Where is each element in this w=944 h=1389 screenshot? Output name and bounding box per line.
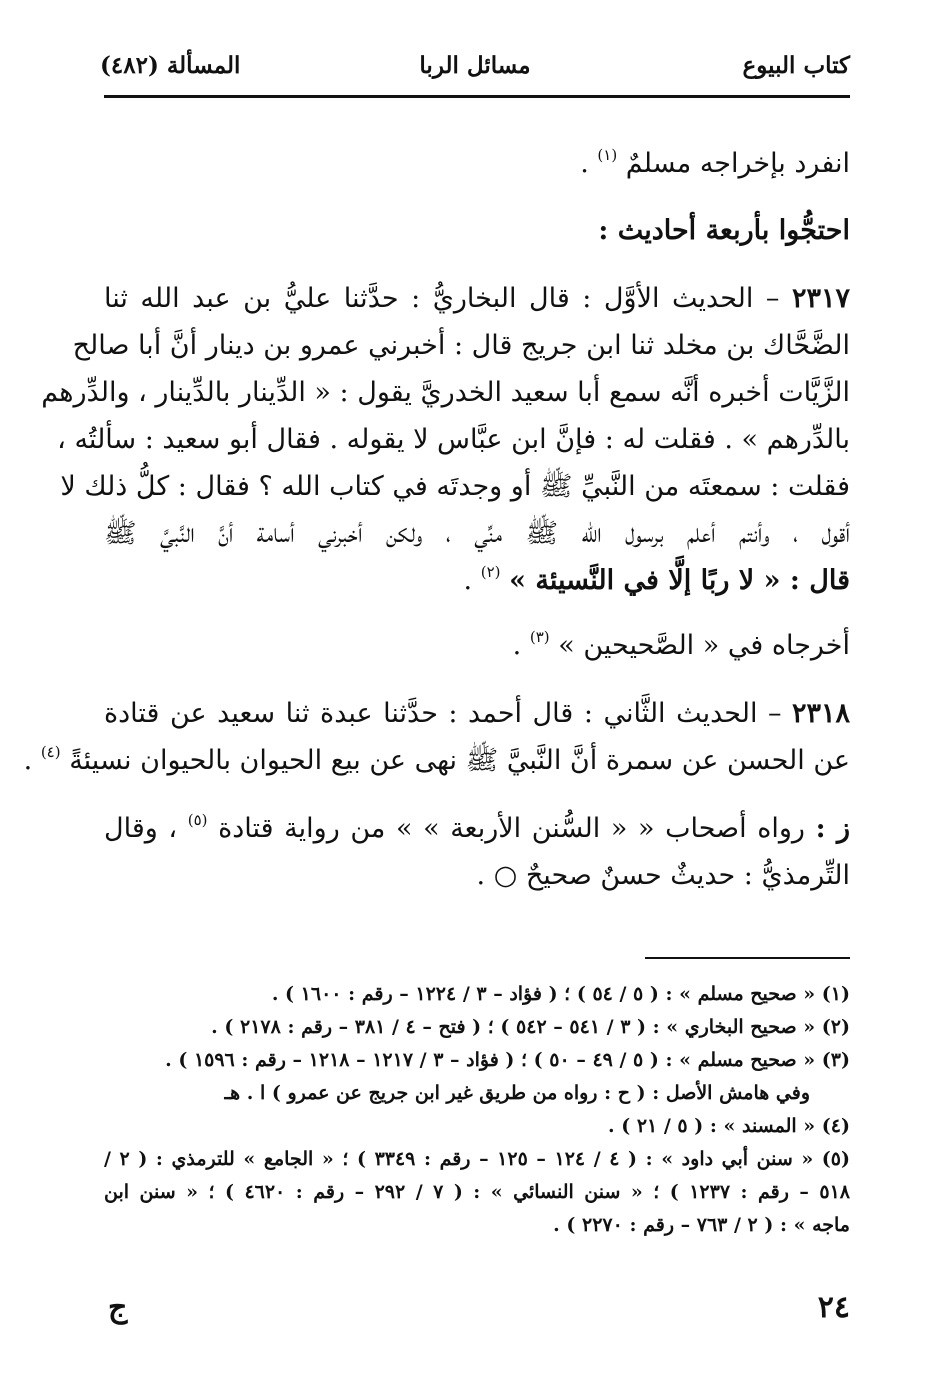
hadith-line: – الحديث الأوَّل : قال البخاريُّ : حدَّثنا عليُّ بن عبد الله ثنا xyxy=(104,283,792,314)
header-rule xyxy=(104,95,850,98)
heading-text: احتجُّوا بأربعة أحاديث : xyxy=(598,215,850,246)
footnote: (٥) « سنن أبي داود » : ( ٤ / ١٢٤ – ١٢٥ – رقم : ٣٣٤٩ ) ؛ « الجامع » للترمذي : ( ٢ / xyxy=(104,1148,851,1170)
hadith-line: بالدِّرهم » . فقلت له : فإنَّ ابن عبَّاس لا يقوله . فقال أبو سعيد : سألتُه ، xyxy=(57,424,850,455)
footnote-ref: (١) xyxy=(597,146,618,164)
running-header xyxy=(100,50,850,86)
paragraph-text: انفرد بإخراجه مسلمٌ xyxy=(625,148,850,179)
hadith-line: فقلت : سمعتَه من النَّبيِّ ﷺ أو وجدتَه في كتاب الله ؟ فقال : كلُّ ذلك لا xyxy=(60,471,850,502)
period: . xyxy=(23,745,33,776)
circle-mark: ○ xyxy=(493,860,518,891)
header-issue-number: المسألة (٤٨٢) xyxy=(100,52,241,79)
period: . xyxy=(580,148,589,179)
section-heading xyxy=(104,207,850,254)
footnote-ref: (٢) xyxy=(480,563,501,581)
footnote: (٢) « صحيح البخاري » : ( ٣ / ٥٤١ – ٥٤٢ ) ؛ ( فتح – ٤ / ٣٨١ – رقم : ٢١٧٨ ) . xyxy=(211,1016,850,1038)
zay-line: التِّرمذيُّ : حديثٌ حسنٌ صحيحٌ xyxy=(525,860,850,891)
footnote: (٤) « المسند » : ( ٥ / ٢١ ) . xyxy=(607,1115,850,1137)
footnote-ref: (٤) xyxy=(40,743,61,761)
footnote: (١) « صحيح مسلم » : ( ٥ / ٥٤ ) ؛ ( فؤاد – ٣ / ١٢٢٤ – رقم : ١٦٠٠ ) . xyxy=(271,983,850,1005)
footnote: وفي هامش الأصل : ( ح : رواه من طريق غير ابن جريج عن عمرو ) ا . هـ xyxy=(224,1082,810,1104)
hadith-line: عن الحسن عن سمرة أنَّ النَّبيَّ ﷺ نهى عن بيع الحيوان بالحيوان نسيئةً xyxy=(69,745,850,776)
footnote-ref: (٥) xyxy=(187,811,208,829)
footnote: ٥١٨ – رقم : ١٢٣٧ ) ؛ « سنن النسائي » : ( ٧ / ٢٩٢ – رقم : ٤٦٢٠ ) ؛ « سنن ابن xyxy=(104,1181,850,1203)
paragraph-muslim-only xyxy=(104,140,850,187)
hadith-number: ٢٣١٧ xyxy=(791,283,850,314)
hadith-2317 xyxy=(41,275,850,604)
period: . xyxy=(476,860,486,891)
hadith-line: – الحديث الثَّاني : قال أحمد : حدَّثنا عبدة ثنا سعيد عن قتادة xyxy=(104,698,792,729)
hadith-2318 xyxy=(23,690,850,784)
footnote-ref: (٣) xyxy=(529,628,550,646)
paragraph-text: أخرجاه في « الصَّحيحين » xyxy=(558,630,850,661)
zay-line: رواه أصحاب « « السُّنن الأربعة » » من رواية قتادة xyxy=(218,813,805,844)
signature-mark: ج xyxy=(108,1290,128,1325)
hadith-line: أقول ، وأنتم أعلم برسول الله ﷺ منِّي ، ولكن أخبرني أسامة أنَّ النَّبيَّ ﷺ xyxy=(104,518,850,549)
footnote-separator xyxy=(645,957,850,959)
hadith-line: الزَّيَّات أخبره أنَّه سمع أبا سعيد الخدريَّ يقول : « الدِّينار بالدِّينار ، والدِّرهم xyxy=(41,377,850,408)
period: . xyxy=(463,565,473,596)
zay-line-end: ، وقال xyxy=(104,813,178,844)
hadith-line: قال : « لا ربًا إلَّا في النَّسيئة » xyxy=(509,565,850,596)
zay-mark: ز : xyxy=(815,813,850,844)
paragraph-sahihain xyxy=(104,622,850,669)
footnote: (٣) « صحيح مسلم » : ( ٥ / ٤٩ – ٥٠ ) ؛ ( فؤاد – ٣ / ١٢١٧ – ١٢١٨ – رقم : ١٥٩٦ ) . xyxy=(165,1049,850,1071)
hadith-number: ٢٣١٨ xyxy=(791,698,850,729)
page-number: ٢٤ xyxy=(817,1290,850,1325)
header-chapter-title: مسائل الربا xyxy=(419,52,531,79)
footnote: ماجه » : ( ٢ / ٧٦٣ – رقم : ٢٢٧٠ ) . xyxy=(553,1214,850,1236)
period: . xyxy=(512,630,522,661)
zay-note xyxy=(104,805,850,899)
hadith-line: الضَّحَّاك بن مخلد ثنا ابن جريج قال : أخبرني عمرو بن دينار أنَّ أبا صالح xyxy=(72,330,850,361)
header-book-title: كتاب البيوع xyxy=(742,52,850,79)
footnotes xyxy=(104,978,850,1242)
